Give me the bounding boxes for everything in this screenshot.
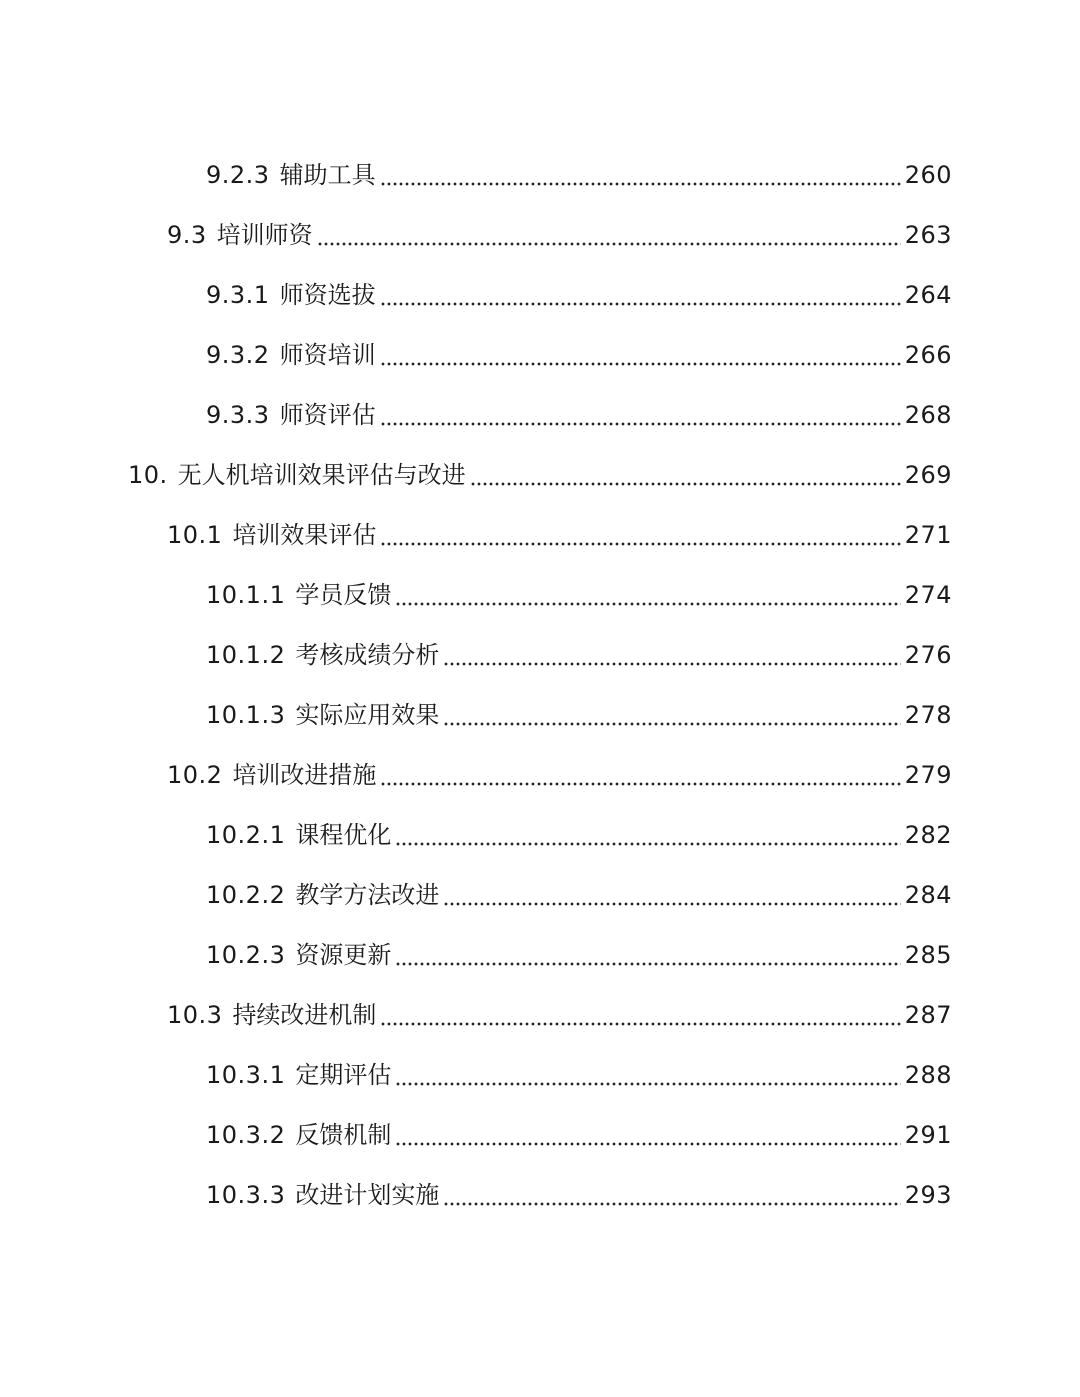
toc-title: 课程优化 xyxy=(295,821,392,849)
toc-page-number: 274 xyxy=(904,581,952,609)
toc-page-number: 271 xyxy=(904,521,952,549)
toc-entry xyxy=(206,150,952,190)
dot-leader xyxy=(380,760,900,790)
toc-title: 培训师资 xyxy=(216,221,313,249)
toc-number: 10. xyxy=(128,461,168,489)
toc-title: 考核成绩分析 xyxy=(295,641,440,669)
toc-title: 无人机培训效果评估与改进 xyxy=(177,461,466,489)
toc-entry xyxy=(206,930,952,970)
toc-title: 师资培训 xyxy=(279,341,376,369)
toc-page-number: 284 xyxy=(904,881,952,909)
toc-title: 改进计划实施 xyxy=(295,1181,440,1209)
dot-leader xyxy=(443,1180,900,1210)
toc-page-number: 291 xyxy=(904,1121,952,1149)
toc-page-number: 278 xyxy=(904,701,952,729)
toc-title: 师资选拔 xyxy=(279,281,376,309)
toc-page-number: 285 xyxy=(904,941,952,969)
toc-number: 9.3.2 xyxy=(206,341,270,369)
toc-entry xyxy=(206,330,952,370)
dot-leader xyxy=(380,400,901,430)
dot-leader xyxy=(380,280,901,310)
toc-title: 培训效果评估 xyxy=(232,521,377,549)
toc-page-number: 263 xyxy=(904,221,952,249)
toc-entry xyxy=(167,510,952,550)
toc-number: 10.1.1 xyxy=(206,581,286,609)
dot-leader xyxy=(317,220,901,250)
toc-title: 实际应用效果 xyxy=(295,701,440,729)
toc-title: 学员反馈 xyxy=(295,581,392,609)
toc-number: 10.1 xyxy=(167,521,223,549)
toc-entry xyxy=(206,870,952,910)
toc-entry xyxy=(206,1110,952,1150)
toc-page-number: 276 xyxy=(904,641,952,669)
toc-title: 培训改进措施 xyxy=(232,761,377,789)
toc-title: 辅助工具 xyxy=(279,161,376,189)
dot-leader xyxy=(470,460,901,490)
toc-page-number: 293 xyxy=(904,1181,952,1209)
toc-entry xyxy=(128,450,952,490)
toc-title: 反馈机制 xyxy=(295,1121,392,1149)
dot-leader xyxy=(395,1060,900,1090)
toc-number: 9.3 xyxy=(167,221,207,249)
toc-number: 9.2.3 xyxy=(206,161,270,189)
toc-page-number: 260 xyxy=(904,161,952,189)
toc-number: 10.3.1 xyxy=(206,1061,286,1089)
dot-leader xyxy=(395,940,900,970)
toc-number: 9.3.1 xyxy=(206,281,270,309)
toc-number: 10.2.3 xyxy=(206,941,286,969)
toc-number: 10.3 xyxy=(167,1001,223,1029)
dot-leader xyxy=(395,1120,900,1150)
toc-title: 教学方法改进 xyxy=(295,881,440,909)
toc-entry xyxy=(167,990,952,1030)
toc-number: 10.3.3 xyxy=(206,1181,286,1209)
toc-page-number: 282 xyxy=(904,821,952,849)
dot-leader xyxy=(395,820,900,850)
dot-leader xyxy=(443,880,900,910)
toc-entry xyxy=(206,270,952,310)
toc-entry xyxy=(206,630,952,670)
dot-leader xyxy=(443,640,900,670)
toc-entry xyxy=(206,1170,952,1210)
toc-entry xyxy=(167,210,952,250)
toc-number: 10.1.2 xyxy=(206,641,286,669)
toc-number: 10.1.3 xyxy=(206,701,286,729)
toc-title: 持续改进机制 xyxy=(232,1001,377,1029)
toc-page-number: 279 xyxy=(904,761,952,789)
toc-entry xyxy=(206,690,952,730)
toc-title: 资源更新 xyxy=(295,941,392,969)
dot-leader xyxy=(380,340,901,370)
toc-page-number: 288 xyxy=(904,1061,952,1089)
dot-leader xyxy=(380,520,900,550)
toc-entry xyxy=(167,750,952,790)
toc-entry xyxy=(206,1050,952,1090)
dot-leader xyxy=(443,700,900,730)
toc-number: 10.2.2 xyxy=(206,881,286,909)
toc-entry xyxy=(206,810,952,850)
toc-number: 10.2 xyxy=(167,761,223,789)
dot-leader xyxy=(380,1000,900,1030)
toc-page-number: 266 xyxy=(904,341,952,369)
toc-entry xyxy=(206,570,952,610)
toc-page-number: 264 xyxy=(904,281,952,309)
toc-number: 9.3.3 xyxy=(206,401,270,429)
toc-entry xyxy=(206,390,952,430)
toc-page-number: 269 xyxy=(904,461,952,489)
toc-number: 10.2.1 xyxy=(206,821,286,849)
dot-leader xyxy=(380,160,901,190)
dot-leader xyxy=(395,580,900,610)
toc-page-number: 287 xyxy=(904,1001,952,1029)
toc-title: 师资评估 xyxy=(279,401,376,429)
toc-number: 10.3.2 xyxy=(206,1121,286,1149)
toc-title: 定期评估 xyxy=(295,1061,392,1089)
toc-page-number: 268 xyxy=(904,401,952,429)
